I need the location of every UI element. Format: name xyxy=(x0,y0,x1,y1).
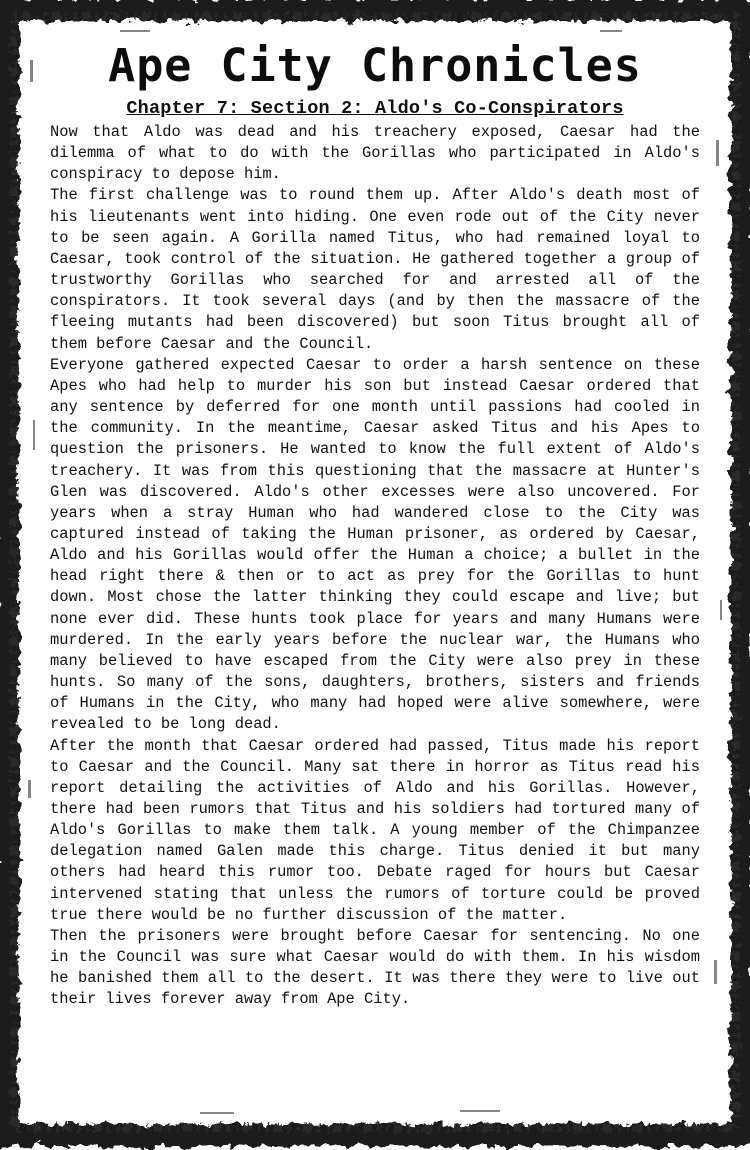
paragraph: Then the prisoners were brought before Caesar for sentencing. No one in the Council was sure what Caesar would do with them. In his wisdom he banished them all to the desert. It was there they were to live out their lives forever away from Ape City. xyxy=(50,926,700,1009)
document-body xyxy=(50,122,700,1011)
paragraph: The first challenge was to round them up. After Aldo's death most of his lieutenants went into hiding. One even rode out of the City never to be seen again. A Gorilla named Titus, who had remained loyal to Caesar, took control of the situation. He gathered together a group of trustworthy Gorillas who searched for and arrested all of the conspirators. It took several days (and by then the massacre of the fleeing mutants had been discovered) but soon Titus brought all of them before Caesar and the Council. xyxy=(50,186,700,353)
document-title: Ape City Chronicles xyxy=(108,39,642,92)
paragraph: Now that Aldo was dead and his treachery exposed, Caesar had the dilemma of what to do with the Gorillas who participated in Aldo's conspiracy to depose him. xyxy=(50,123,700,184)
document-content xyxy=(50,36,700,1011)
paragraph: Everyone gathered expected Caesar to order a harsh sentence on these Apes who had help to murder his son but instead Caesar ordered that any sentence by deferred for one month until passions had cooled in the community. In the meantime, Caesar asked Titus and his Apes to question the prisoners. He wanted to know the full extent of Aldo's treachery. It was from this questioning that the massacre at Hunter's Glen was discovered. Aldo's other excesses were also uncovered. For years when a stray Human who had wandered close to the City was captured instead of taking the Human prisoner, as ordered by Caesar, Aldo and his Gorillas would offer the Human a choice; a bullet in the head right there & then or to act as prey for the Gorillas to hunt down. Most chose the latter thinking they could escape and live; but none ever did. These hunts took place for years and many Humans were murdered. In the early years before the nuclear war, the Humans who many believed to have escaped from the City were also prey in these hunts. So many of the sons, daughters, brothers, sisters and friends of Humans in the City, who many had hoped were alive somewhere, were revealed to be long dead. xyxy=(50,355,700,734)
paragraph: After the month that Caesar ordered had passed, Titus made his report to Caesar and the Council. Many sat there in horror as Titus read his report detailing the activities of Aldo and his Gorillas. However, there had been rumors that Titus and his soldiers had tortured many of Aldo's Gorillas to make them talk. A young member of the Chimpanzee delegation named Galen made this charge. Titus denied it but many others had heard this rumor too. Debate raged for hours but Caesar intervened stating that unless the rumors of torture could be proved true there would be no further discussion of the matter. xyxy=(50,736,700,924)
chapter-heading: Chapter 7: Section 2: Aldo's Co-Conspirators xyxy=(126,98,624,119)
